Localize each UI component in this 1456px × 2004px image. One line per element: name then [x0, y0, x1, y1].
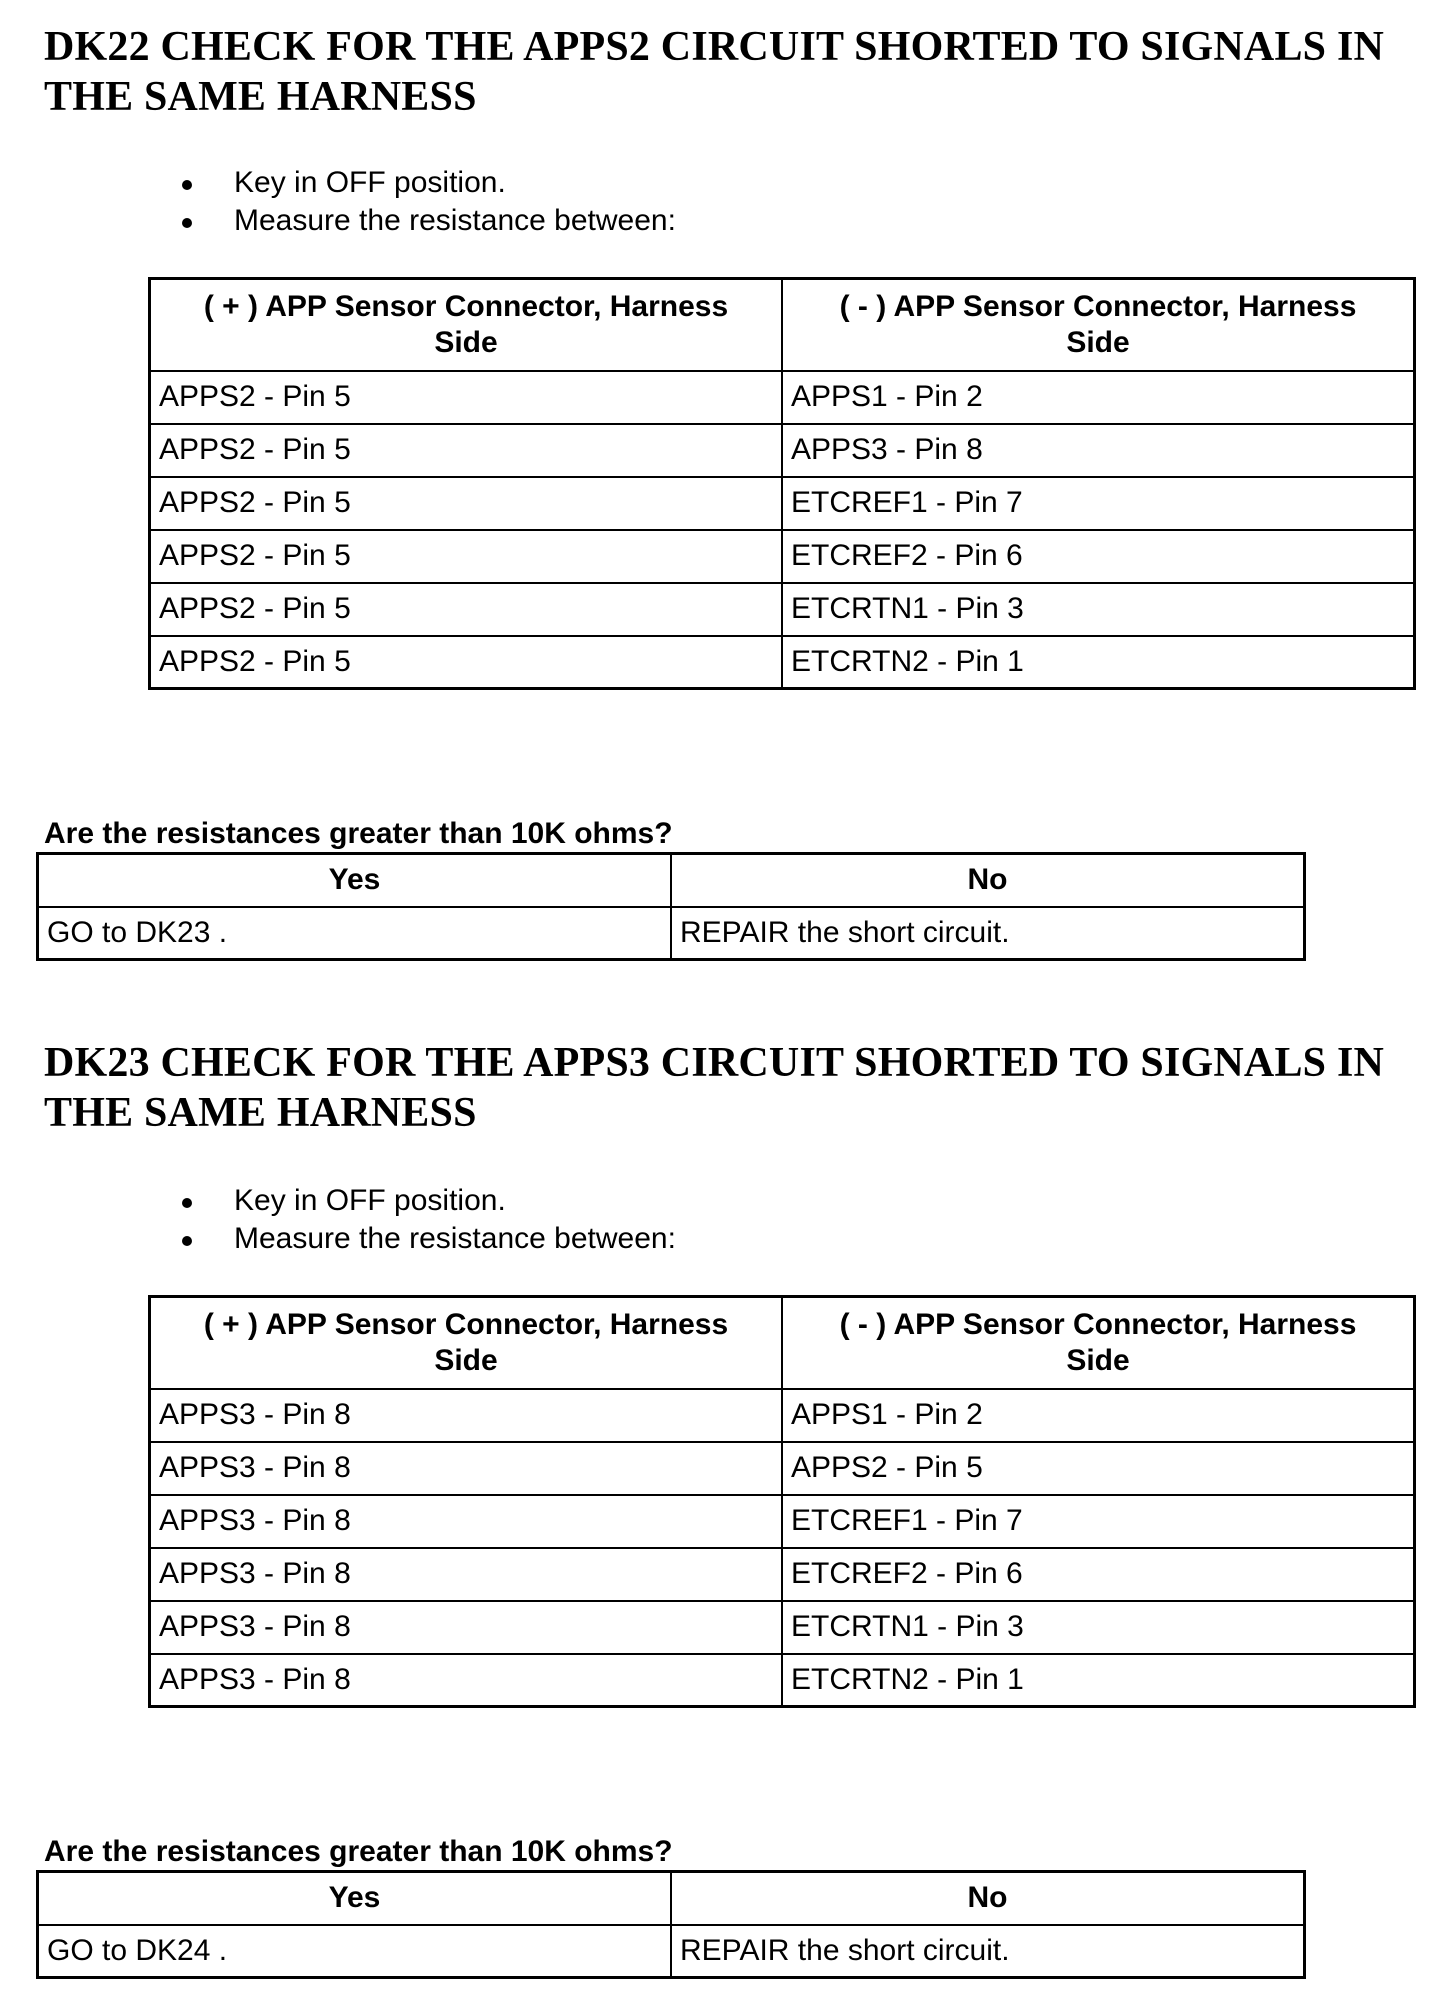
- positive-connector-header: ( + ) APP Sensor Connector, Harness Side: [150, 1297, 783, 1389]
- positive-pin-cell: APPS3 - Pin 8: [150, 1548, 783, 1601]
- positive-pin-cell: APPS2 - Pin 5: [150, 583, 783, 636]
- negative-pin-cell: ETCREF2 - Pin 6: [782, 1548, 1415, 1601]
- answer-action-row: [38, 1925, 1305, 1978]
- measurement-table: [148, 277, 1416, 690]
- table-row: [150, 636, 1415, 689]
- yes-action: GO to DK23 .: [38, 907, 672, 960]
- instruction-list: [170, 1182, 676, 1258]
- negative-pin-cell: ETCREF2 - Pin 6: [782, 530, 1415, 583]
- instruction-item: Measure the resistance between:: [170, 202, 676, 240]
- positive-pin-cell: APPS3 - Pin 8: [150, 1601, 783, 1654]
- section-title: DK22 CHECK FOR THE APPS2 CIRCUIT SHORTED TO SIGNALS IN THE SAME HARNESS: [44, 24, 1385, 120]
- negative-pin-cell: ETCREF1 - Pin 7: [782, 477, 1415, 530]
- no-action: REPAIR the short circuit.: [671, 1925, 1305, 1978]
- negative-pin-cell: ETCRTN1 - Pin 3: [782, 583, 1415, 636]
- positive-pin-cell: APPS2 - Pin 5: [150, 636, 783, 689]
- answer-table: [36, 1870, 1306, 1979]
- table-row: [150, 1495, 1415, 1548]
- resistance-question: Are the resistances greater than 10K ohms?: [44, 1835, 673, 1868]
- no-header: No: [671, 854, 1305, 907]
- table-header-row: [150, 279, 1415, 371]
- table-row: [150, 583, 1415, 636]
- table-row: [150, 1601, 1415, 1654]
- negative-connector-header: ( - ) APP Sensor Connector, Harness Side: [782, 279, 1415, 371]
- positive-connector-header: ( + ) APP Sensor Connector, Harness Side: [150, 279, 783, 371]
- no-header: No: [671, 1872, 1305, 1925]
- answer-table: [36, 852, 1306, 961]
- instruction-item: Key in OFF position.: [170, 1182, 676, 1220]
- table-row: [150, 1389, 1415, 1442]
- positive-pin-cell: APPS2 - Pin 5: [150, 371, 783, 424]
- answer-header-row: [38, 1872, 1305, 1925]
- yes-header: Yes: [38, 1872, 672, 1925]
- positive-pin-cell: APPS2 - Pin 5: [150, 530, 783, 583]
- table-row: [150, 530, 1415, 583]
- instruction-list: [170, 164, 676, 240]
- negative-pin-cell: APPS3 - Pin 8: [782, 424, 1415, 477]
- yes-action: GO to DK24 .: [38, 1925, 672, 1978]
- no-action: REPAIR the short circuit.: [671, 907, 1305, 960]
- positive-pin-cell: APPS2 - Pin 5: [150, 477, 783, 530]
- negative-pin-cell: ETCRTN2 - Pin 1: [782, 1654, 1415, 1707]
- answer-header-row: [38, 854, 1305, 907]
- answer-action-row: [38, 907, 1305, 960]
- instruction-item: Key in OFF position.: [170, 164, 676, 202]
- positive-pin-cell: APPS3 - Pin 8: [150, 1495, 783, 1548]
- table-row: [150, 1548, 1415, 1601]
- measurement-table: [148, 1295, 1416, 1708]
- table-row: [150, 477, 1415, 530]
- resistance-question: Are the resistances greater than 10K ohms?: [44, 817, 673, 850]
- table-row: [150, 424, 1415, 477]
- negative-pin-cell: ETCREF1 - Pin 7: [782, 1495, 1415, 1548]
- instruction-item: Measure the resistance between:: [170, 1220, 676, 1258]
- table-row: [150, 1654, 1415, 1707]
- positive-pin-cell: APPS3 - Pin 8: [150, 1389, 783, 1442]
- table-header-row: [150, 1297, 1415, 1389]
- table-row: [150, 1442, 1415, 1495]
- negative-pin-cell: APPS1 - Pin 2: [782, 371, 1415, 424]
- positive-pin-cell: APPS2 - Pin 5: [150, 424, 783, 477]
- negative-pin-cell: ETCRTN1 - Pin 3: [782, 1601, 1415, 1654]
- negative-pin-cell: APPS1 - Pin 2: [782, 1389, 1415, 1442]
- yes-header: Yes: [38, 854, 672, 907]
- negative-pin-cell: ETCRTN2 - Pin 1: [782, 636, 1415, 689]
- negative-pin-cell: APPS2 - Pin 5: [782, 1442, 1415, 1495]
- positive-pin-cell: APPS3 - Pin 8: [150, 1442, 783, 1495]
- negative-connector-header: ( - ) APP Sensor Connector, Harness Side: [782, 1297, 1415, 1389]
- table-row: [150, 371, 1415, 424]
- positive-pin-cell: APPS3 - Pin 8: [150, 1654, 783, 1707]
- section-title: DK23 CHECK FOR THE APPS3 CIRCUIT SHORTED TO SIGNALS IN THE SAME HARNESS: [44, 1040, 1385, 1136]
